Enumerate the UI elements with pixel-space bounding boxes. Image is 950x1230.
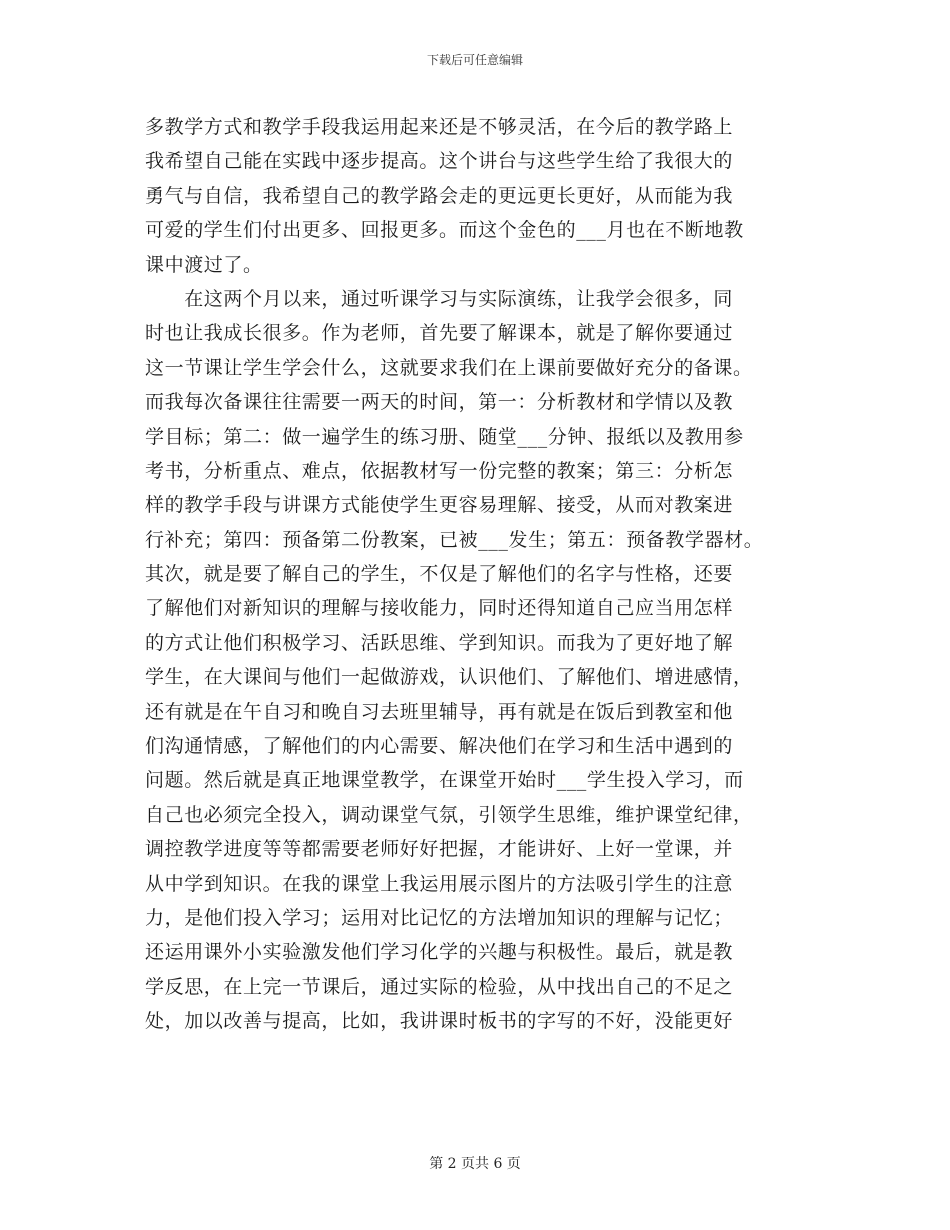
paragraph-start-line: 在这两个月以来，通过听课学习与实际演练，让我学会很多，同 (145, 287, 734, 310)
text-line: 的方式让他们积极学习、活跃思维、学到知识。而我为了更好地了解 (145, 631, 734, 654)
text-line: 行补充；第四：预备第二份教案，已被___发生；第五：预备教学器材。 (145, 528, 764, 551)
text-line: 问题。然后就是真正地课堂教学，在课堂开始时___学生投入学习，而 (145, 769, 744, 792)
text-line: 自己也必须完全投入，调动课堂气氛，引领学生思维，维护课堂纪律， (145, 803, 753, 826)
text-line: 而我每次备课往往需要一两天的时间，第一：分析教材和学情以及教 (145, 391, 734, 414)
text-line: 其次，就是要了解自己的学生，不仅是了解他们的名字与性格，还要 (145, 563, 734, 586)
text-line: 可爱的学生们付出更多、回报更多。而这个金色的___月也在不断地教 (145, 219, 744, 242)
text-line: 勇气与自信，我希望自己的教学路会走的更远更长更好，从而能为我 (145, 184, 734, 207)
body-text (145, 110, 825, 1039)
text-line: 学反思，在上完一节课后，通过实际的检验，从中找出自己的不足之 (145, 975, 734, 998)
text-line: 还有就是在午自习和晚自习去班里辅导，再有就是在饭后到教室和他 (145, 700, 734, 723)
text-line: 课中渡过了。 (145, 253, 263, 276)
text-line: 调控教学进度等等都需要老师好好把握，才能讲好、上好一堂课，并 (145, 838, 734, 861)
page-header: 下载后可任意编辑 (426, 53, 523, 67)
text-line: 多教学方式和教学手段我运用起来还是不够灵活，在今后的教学路上 (145, 116, 734, 138)
text-line: 还运用课外小实验激发他们学习化学的兴趣与积极性。最后，就是教 (145, 941, 734, 964)
text-line: 学生，在大课间与他们一起做游戏，认识他们、了解他们、增进感情， (145, 666, 753, 689)
text-line: 这一节课让学生学会什么，这就要求我们在上课前要做好充分的备课。 (145, 356, 753, 379)
text-line: 们沟通情感，了解他们的内心需要、解决他们在学习和生活中遇到的 (145, 735, 734, 758)
text-line: 时也让我成长很多。作为老师，首先要了解课本，就是了解你要通过 (145, 322, 734, 345)
text-line: 学目标；第二：做一遍学生的练习册、随堂___分钟、报纸以及教用参 (145, 425, 744, 448)
text-line: 考书，分析重点、难点，依据教材写一份完整的教案；第三：分析怎 (145, 459, 734, 482)
text-line: 处，加以改善与提高，比如，我讲课时板书的字写的不好，没能更好 (145, 1010, 734, 1033)
page-number-footer: 第 2 页共 6 页 (429, 1156, 521, 1172)
text-line: 我希望自己能在实践中逐步提高。这个讲台与这些学生给了我很大的 (145, 150, 734, 173)
text-line: 力，是他们投入学习；运用对比记忆的方法增加知识的理解与记忆； (145, 906, 734, 929)
text-line: 了解他们对新知识的理解与接收能力，同时还得知道自己应当用怎样 (145, 597, 734, 620)
text-line: 样的教学手段与讲课方式能使学生更容易理解、接受，从而对教案进 (145, 494, 734, 517)
text-line: 从中学到知识。在我的课堂上我运用展示图片的方法吸引学生的注意 (145, 872, 734, 895)
